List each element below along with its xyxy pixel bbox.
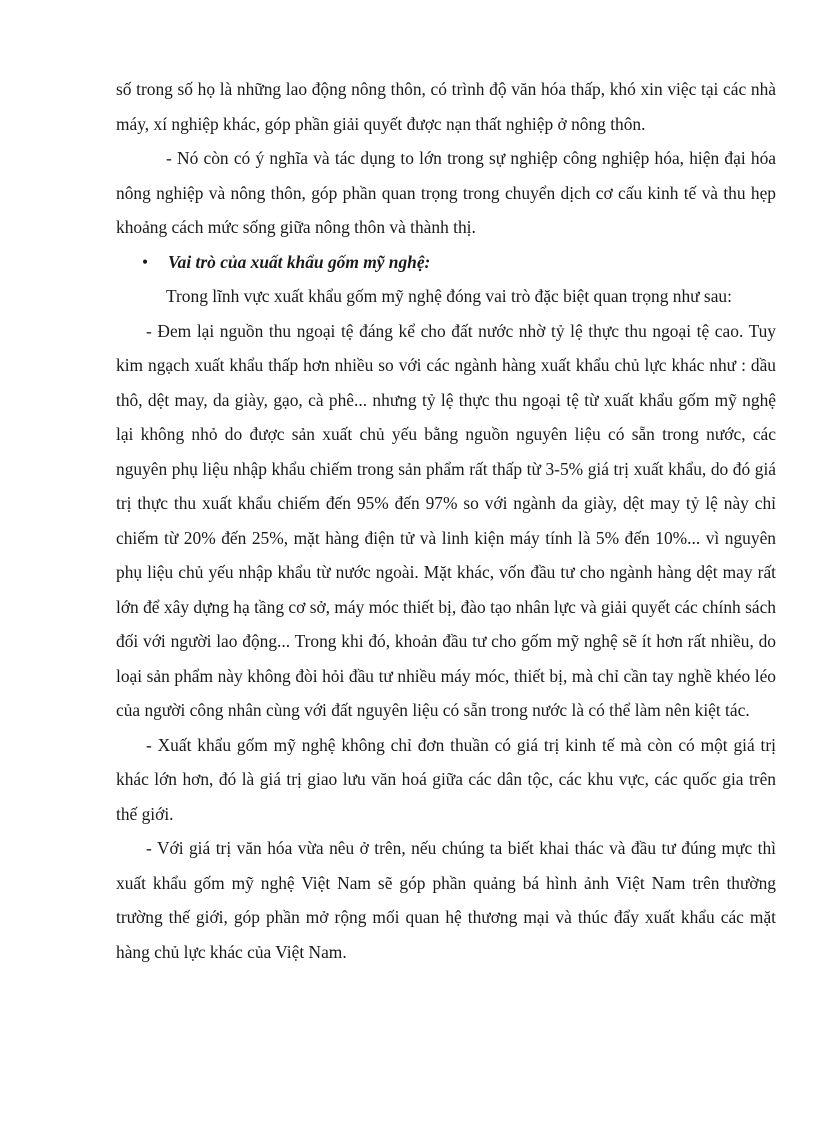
paragraph-cultural-value: - Xuất khẩu gốm mỹ nghệ không chỉ đơn thuần có giá trị kinh tế mà còn có một giá trị khác lớn hơn, đó là giá trị giao lưu văn hoá giữa các dân tộc, các khu vực, các quốc gia trên thế giới.: [116, 734, 776, 824]
paragraph-significance: - Nó còn có ý nghĩa và tác dụng to lớn trong sự nghiệp công nghiệp hóa, hiện đại hóa nông nghiệp và nông thôn, góp phần quan trọng trong chuyển dịch cơ cấu kinh tế và thu hẹp khoảng cách mức sống giữa nông thôn và thành thị.: [116, 148, 776, 237]
bullet-icon: •: [142, 251, 149, 272]
paragraph-foreign-currency: - Đem lại nguồn thu ngoại tệ đáng kể cho đất nước nhờ tỷ lệ thực thu ngoại tệ cao. Tuy kim ngạch xuất khẩu thấp hơn nhiều so với các ngành hàng xuất khẩu chủ lực khác như : dầu thô, dệt may, da giày, gạo, cà phê... nhưng tỷ lệ thực thu ngoại tệ từ xuất khẩu gốm mỹ nghệ lại không nhỏ do được sản xuất chủ yếu bằng nguồn nguyên liệu có sẵn trong nước, các nguyên phụ liệu nhập khẩu chiếm trong sản phẩm rất thấp từ 3-5% giá trị xuất khẩu, do đó giá trị thực thu xuất khẩu chiếm đến 95% đến 97% so với ngành da giày, dệt may tỷ lệ này chỉ chiếm từ 20% đến 25%, mặt hàng điện tử và linh kiện máy tính là 5% đến 10%... vì nguyên phụ liệu chủ yếu nhập khẩu từ nước ngoài. Mặt khác, vốn đầu tư cho ngành hàng dệt may rất lớn để xây dựng hạ tầng cơ sở, máy móc thiết bị, đào tạo nhân lực và giải quyết các chính sách đối với người lao động... Trong khi đó, khoản đầu tư cho gốm mỹ nghệ sẽ ít hơn rất nhiều, do loại sản phẩm này không đòi hỏi đầu tư nhiều máy móc, thiết bị, mà chỉ cần tay nghề khéo léo của người công nhân cùng với đất nguyên liệu có sẵn trong nước là có thể làm nên kiệt tác.: [116, 320, 776, 720]
section-heading: [116, 245, 776, 280]
paragraph-role-intro: Trong lĩnh vực xuất khẩu gốm mỹ nghệ đóng vai trò đặc biệt quan trọng như sau:: [166, 286, 732, 306]
paragraph-intro-continuation: số trong số họ là những lao động nông thôn, có trình độ văn hóa thấp, khó xin việc tại các nhà máy, xí nghiệp khác, góp phần giải quyết được nạn thất nghiệp ở nông thôn.: [116, 79, 776, 134]
document-page: [116, 72, 776, 969]
section-heading-text: Vai trò của xuất khẩu gốm mỹ nghệ:: [168, 251, 431, 272]
paragraph-promotion: - Với giá trị văn hóa vừa nêu ở trên, nếu chúng ta biết khai thác và đầu tư đúng mực thì xuất khẩu gốm mỹ nghệ Việt Nam sẽ góp phần quảng bá hình ảnh Việt Nam trên thường trường thế giới, góp phần mở rộng mối quan hệ thương mại và thúc đẩy xuất khẩu các mặt hàng chủ lực khác của Việt Nam.: [116, 838, 776, 962]
